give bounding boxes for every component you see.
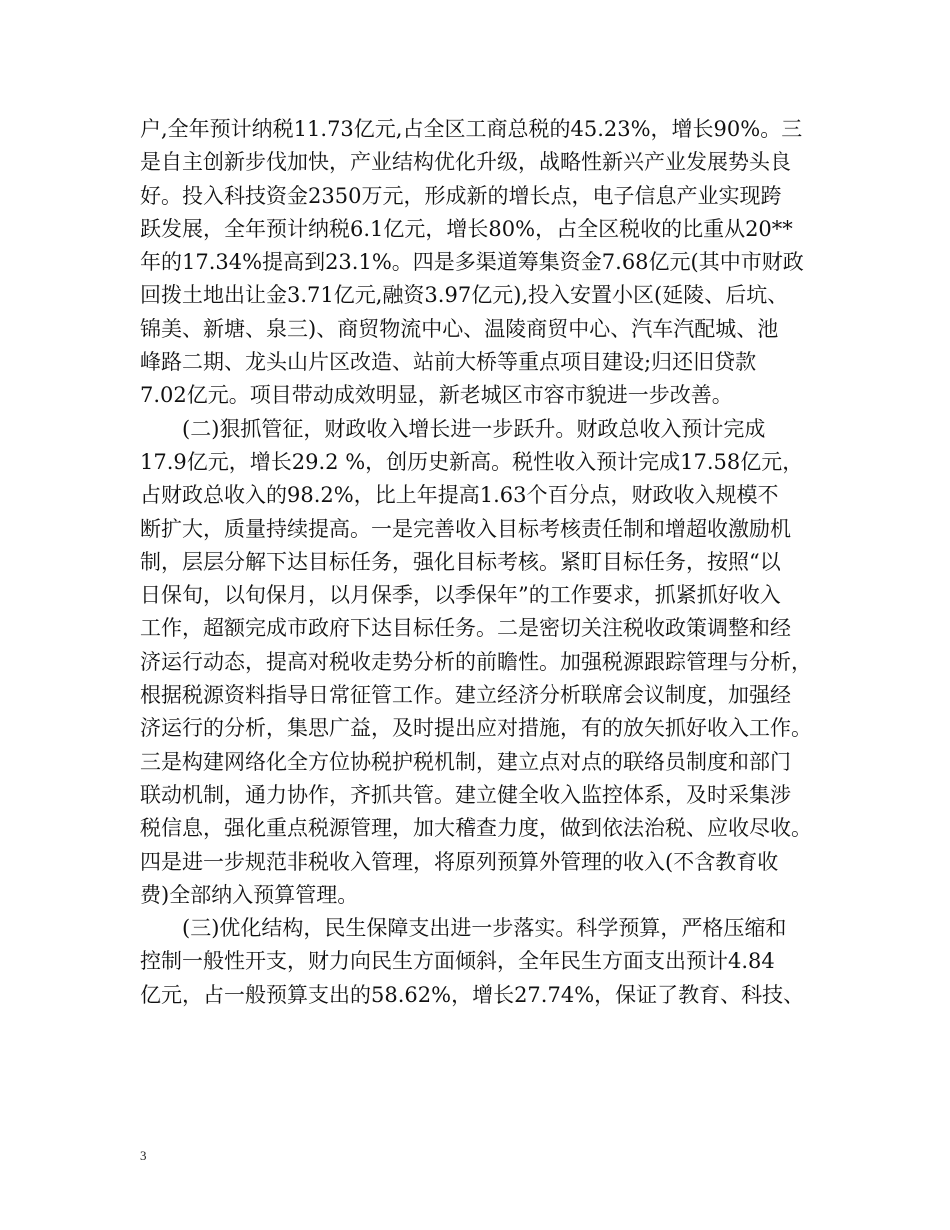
text-line: 济运行动态，提高对税收走势分析的前瞻性。加强税源跟踪管理与分析， [140, 649, 812, 674]
text-line: 费)全部纳入预算管理。 [140, 882, 359, 907]
section-heading-line: (二)狠抓管征，财政收入增长进一步跃升。财政总收入预计完成 [182, 416, 766, 441]
text-line: 济运行的分析，集思广益，及时提出应对措施，有的放矢抓好收入工作。 [140, 716, 812, 741]
text-line: 工作，超额完成市政府下达目标任务。二是密切关注税收政策调整和经 [140, 616, 791, 641]
text-line: 是自主创新步伐加快，产业结构优化升级，战略性新兴产业发展势头良 [140, 150, 791, 175]
page-number: 3 [140, 1148, 147, 1163]
text-line: 四是进一步规范非税收入管理，将原列预算外管理的收入(不含教育收 [140, 849, 779, 874]
text-line: 控制一般性开支，财力向民生方面倾斜，全年民生方面支出预计4.84 [140, 949, 775, 974]
text-line: 年的17.34%提高到23.1%。四是多渠道筹集资金7.68亿元(其中市财政 [140, 250, 804, 275]
section-heading-line: (三)优化结构，民生保障支出进一步落实。科学预算，严格压缩和 [182, 916, 787, 941]
text-line: 跃发展，全年预计纳税6.1亿元，增长80%，占全区税收的比重从20** [140, 216, 793, 241]
text-line: 日保旬，以旬保月，以月保季，以季保年”的工作要求，抓紧抓好收入 [140, 583, 781, 608]
text-line: 联动机制，通力协作，齐抓共管。建立健全收入监控体系，及时采集涉 [140, 782, 791, 807]
text-line: 好。投入科技资金2350万元，形成新的增长点，电子信息产业实现跨 [140, 183, 782, 208]
text-line: 17.9亿元，增长29.2 %，创历史新高。税性收入预计完成17.58亿元， [140, 449, 804, 474]
text-line: 回拨土地出让金3.71亿元,融资3.97亿元),投入安置小区(延陵、后坑、 [140, 283, 789, 308]
body-text [140, 113, 830, 1012]
text-line: 制，层层分解下达目标任务，强化目标考核。紧盯目标任务，按照“以 [140, 549, 781, 574]
text-line: 三是构建网络化全方位协税护税机制，建立点对点的联络员制度和部门 [140, 749, 791, 774]
text-line: 根据税源资料指导日常征管工作。建立经济分析联席会议制度，加强经 [140, 683, 791, 708]
text-line: 税信息，强化重点税源管理，加大稽查力度，做到依法治税、应收尽收。 [140, 816, 812, 841]
text-line: 7.02亿元。项目带动成效明显，新老城区市容市貌进一步改善。 [140, 383, 733, 408]
text-line: 锦美、新塘、泉三)、商贸物流中心、温陵商贸中心、汽车汽配城、池 [140, 316, 779, 341]
text-line: 峰路二期、龙头山片区改造、站前大桥等重点项目建设;归还旧贷款 [140, 350, 757, 375]
text-line: 户,全年预计纳税11.73亿元,占全区工商总税的45.23%，增长90%。三 [140, 117, 803, 141]
text-line: 占财政总收入的98.2%，比上年提高1.63个百分点，财政收入规模不 [140, 483, 779, 508]
text-line: 断扩大，质量持续提高。一是完善收入目标考核责任制和增超收激励机 [140, 516, 791, 541]
text-line: 亿元，占一般预算支出的58.62%，增长27.74%，保证了教育、科技、 [140, 982, 805, 1007]
